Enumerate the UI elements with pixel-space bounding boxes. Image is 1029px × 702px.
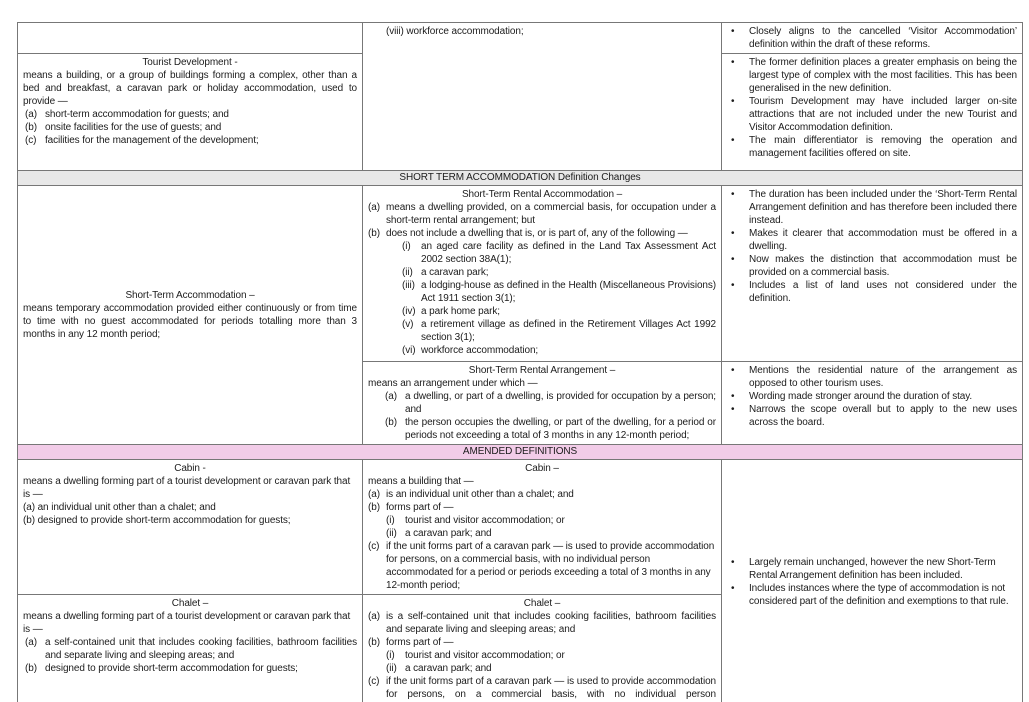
cell-comments-tourist-development — [722, 54, 1023, 171]
bullet-marker: • — [731, 391, 735, 402]
item-text: if the unit forms part of a caravan park — is used to provide accommodation for persons, on a commercial basis, with no individual person accommodated for a period or periods exceeding a total of 3 months in any 12-month period; — [386, 541, 715, 591]
item-label: (a) — [368, 202, 380, 213]
item-label: (a) — [25, 109, 37, 120]
definition-text: means a dwelling forming part of a tourist development or caravan park that is — — [23, 611, 351, 635]
comment-bullet — [727, 227, 1017, 253]
item-text: forms part of — — [386, 502, 454, 513]
definitions-table-body — [18, 23, 1023, 702]
item-label: (b) — [368, 228, 380, 239]
comment-bullet — [727, 56, 1017, 95]
item-text: The duration has been included under the ‘Short-Term Rental Arrangement definition and has therefore been included there instead. — [749, 189, 1017, 226]
item-label: (b) — [368, 637, 380, 648]
comment-bullet — [727, 95, 1017, 134]
definition-text — [368, 201, 716, 227]
section-header-row — [18, 445, 1023, 460]
item-text: a caravan park; and — [405, 528, 492, 539]
cell-tourist-development-current — [18, 54, 363, 171]
definition-text — [368, 416, 716, 442]
item-label: (iv) — [402, 306, 416, 317]
cell-prev-definition-continuation — [363, 23, 722, 171]
definition-text — [368, 488, 716, 501]
cell-cabin-current — [18, 460, 363, 595]
item-text: if the unit forms part of a caravan park — is used to provide accommodation for persons, on a commercial basis, with no individual person — [386, 676, 716, 700]
comment-bullet — [727, 556, 1017, 582]
cell-short-term-rental-accommodation-new — [363, 186, 722, 362]
item-label: (ii) — [402, 267, 413, 278]
item-text: a caravan park; and — [405, 663, 492, 674]
cell-chalet-current — [18, 595, 363, 702]
item-label: (b) — [385, 417, 397, 428]
definition-text: (viii) workforce accommodation; — [386, 26, 524, 37]
bullet-marker: • — [731, 228, 735, 239]
definition-text — [368, 540, 716, 592]
comment-bullet — [727, 364, 1017, 390]
cell-short-term-rental-arrangement-new — [363, 362, 722, 445]
definition-text: means a dwelling forming part of a tourist development or caravan park that is — — [23, 476, 351, 500]
item-text: a lodging-house as defined in the Health (Miscellaneous Provisions) Act 1911 section 3(1); — [421, 280, 716, 304]
cell-cabin-new — [363, 460, 722, 595]
comment-bullet — [727, 188, 1017, 227]
table-row — [18, 23, 1023, 54]
definition-title: Chalet – — [523, 598, 561, 609]
definition-text — [368, 390, 716, 416]
definition-text — [368, 305, 716, 318]
item-label: (a) — [368, 611, 380, 622]
section-header-row — [18, 171, 1023, 186]
bullet-marker: • — [731, 96, 735, 107]
item-label: (iii) — [402, 280, 415, 291]
item-text: means a dwelling provided, on a commercial basis, for occupation under a short-term rental arrangement; but — [386, 202, 716, 226]
item-text: a park home park; — [421, 306, 500, 317]
item-label: (i) — [386, 650, 395, 661]
item-text: Narrows the scope overall but to apply to the new uses across the board. — [749, 404, 1017, 428]
item-text: forms part of — — [386, 637, 454, 648]
comment-bullet — [727, 582, 1017, 608]
item-label: (a) — [385, 391, 397, 402]
item-label: (a) — [25, 637, 37, 648]
definition-text — [368, 344, 716, 357]
item-text: Tourism Development may have included larger on-site attractions that are not included under the new Tourist and Visitor Accommodation definition. — [749, 96, 1017, 133]
item-text: a caravan park; — [421, 267, 489, 278]
table-row — [18, 460, 1023, 595]
item-label: (ii) — [386, 528, 397, 539]
bullet-marker: • — [731, 556, 735, 568]
definitions-table — [17, 22, 1023, 702]
cell-comments-short-term-rental-arrangement — [722, 362, 1023, 445]
bullet-marker: • — [731, 582, 735, 594]
item-label: (vi) — [402, 345, 416, 356]
definition-text — [368, 649, 716, 662]
cell-empty-top-left — [18, 23, 363, 54]
bullet-marker: • — [731, 26, 735, 37]
definition-title: Tourist Development - — [142, 57, 238, 68]
item-label: (v) — [402, 319, 414, 330]
item-text: workforce accommodation; — [421, 345, 539, 356]
item-text: Now makes the distinction that accommodation must be provided on a commercial basis. — [749, 254, 1017, 278]
definition-title: Short-Term Accommodation – — [125, 290, 255, 301]
definition-text: means a building that — — [368, 476, 474, 487]
definition-text — [23, 636, 357, 662]
item-text: Wording made stronger around the duration of stay. — [749, 391, 973, 402]
item-label: (ii) — [386, 663, 397, 674]
bullet-marker: • — [731, 135, 735, 146]
item-label: (a) — [368, 489, 380, 500]
definition-title: Chalet – — [171, 598, 209, 609]
item-text: The main differentiator is removing the operation and management facilities offered on site. — [749, 135, 1017, 159]
item-text: a dwelling, or part of a dwelling, is provided for occupation by a person; and — [405, 391, 716, 415]
definition-text: means temporary accommodation provided either continuously or from time to time with no guest accommodated for periods totalling more than 3 months in any 12 month period; — [23, 303, 357, 340]
definition-text — [368, 610, 716, 636]
definition-text — [23, 108, 357, 121]
bullet-marker: • — [731, 189, 735, 200]
definition-text — [368, 675, 716, 701]
bullet-marker: • — [731, 57, 735, 68]
cell-comment-visitor-alignment — [722, 23, 1023, 54]
section-header-amended-definitions: AMENDED DEFINITIONS — [18, 445, 1023, 460]
item-text: Includes a list of land uses not considered under the definition. — [749, 280, 1017, 304]
item-text: short-term accommodation for guests; and — [45, 109, 229, 120]
item-text: facilities for the management of the development; — [45, 135, 259, 146]
comment-bullet — [727, 253, 1017, 279]
definition-title: Cabin – — [525, 463, 559, 474]
bullet-marker: • — [731, 280, 735, 291]
item-label: (i) — [402, 241, 411, 252]
definition-text — [368, 240, 716, 266]
definition-text: (a) an individual unit other than a chalet; and — [23, 502, 216, 513]
definition-text — [368, 279, 716, 305]
item-text: an aged care facility as defined in the Land Tax Assessment Act 2002 section 38A(1); — [421, 241, 716, 265]
item-text: Mentions the residential nature of the arrangement as opposed to other tourism uses. — [749, 365, 1017, 389]
definitions-table-wrap — [17, 22, 1023, 702]
definition-text: means an arrangement under which — — [368, 378, 538, 389]
item-text: onsite facilities for the use of guests; and — [45, 122, 222, 133]
comment-bullet — [727, 390, 1017, 403]
item-text: Closely aligns to the cancelled ‘Visitor Accommodation’ definition within the draft of these reforms. — [749, 26, 1017, 50]
definition-text — [23, 121, 357, 134]
section-header-short-term: SHORT TERM ACCOMMODATION Definition Changes — [18, 171, 1023, 186]
definition-title: Short-Term Rental Arrangement – — [468, 365, 616, 376]
definition-text — [368, 227, 716, 240]
item-text: the person occupies the dwelling, or part of the dwelling, for a period or periods not exceeding a total of 3 months in any 12-month period; — [405, 417, 716, 441]
item-text: The former definition places a greater emphasis on being the largest type of complex with the most facilities. This has been generalised in the new definition. — [749, 57, 1017, 94]
definition-text — [368, 527, 716, 540]
item-text: Includes instances where the type of accommodation is not considered part of the definition and exemptions to that rule. — [749, 582, 1009, 607]
comment-bullet — [727, 279, 1017, 305]
bullet-marker: • — [731, 254, 735, 265]
definition-text — [368, 662, 716, 675]
cell-chalet-new — [363, 595, 722, 702]
cell-comments-cabin-chalet — [722, 460, 1023, 702]
definition-text: (b) designed to provide short-term accommodation for guests; — [23, 515, 291, 526]
definition-title: Cabin - — [174, 463, 206, 474]
item-text: is an individual unit other than a chalet; and — [386, 489, 574, 500]
bullet-marker: • — [731, 404, 735, 415]
item-label: (c) — [25, 135, 37, 146]
definition-text — [368, 266, 716, 279]
cell-short-term-accommodation-current — [18, 186, 363, 445]
bullet-marker: • — [731, 365, 735, 376]
definition-text — [23, 134, 357, 147]
item-label: (b) — [25, 663, 37, 674]
item-label: (b) — [25, 122, 37, 133]
item-text: a retirement village as defined in the Retirement Villages Act 1992 section 3(1); — [421, 319, 716, 343]
item-text: Largely remain unchanged, however the new Short-Term Rental Arrangement definition has been included. — [749, 556, 996, 581]
comment-bullet — [727, 403, 1017, 429]
item-text: Makes it clearer that accommodation must be offered in a dwelling. — [749, 228, 1017, 252]
definition-text — [368, 514, 716, 527]
definition-text — [368, 501, 716, 514]
item-text: a self-contained unit that includes cooking facilities, bathroom facilities and separate living and sleeping areas; and — [45, 637, 357, 661]
definition-text: means a building, or a group of buildings forming a complex, other than a bed and breakfast, a caravan park or holiday accommodation, used to provide — — [23, 70, 357, 107]
comment-bullet — [727, 25, 1017, 51]
definition-text — [368, 636, 716, 649]
table-row — [18, 186, 1023, 362]
item-label: (i) — [386, 515, 395, 526]
item-text: designed to provide short-term accommodation for guests; — [45, 663, 298, 674]
definition-text — [23, 662, 357, 675]
item-text: tourist and visitor accommodation; or — [405, 515, 565, 526]
item-label: (c) — [368, 676, 380, 687]
item-text: does not include a dwelling that is, or is part of, any of the following — — [386, 228, 688, 239]
item-text: is a self-contained unit that includes cooking facilities, bathroom facilities and separate living and sleeping areas; and — [386, 611, 716, 635]
comment-bullet — [727, 134, 1017, 160]
item-label: (c) — [368, 541, 380, 552]
item-label: (b) — [368, 502, 380, 513]
definition-title: Short-Term Rental Accommodation – — [461, 189, 623, 200]
cell-comments-short-term-rental-accommodation — [722, 186, 1023, 362]
item-text: tourist and visitor accommodation; or — [405, 650, 565, 661]
definition-text — [368, 318, 716, 344]
